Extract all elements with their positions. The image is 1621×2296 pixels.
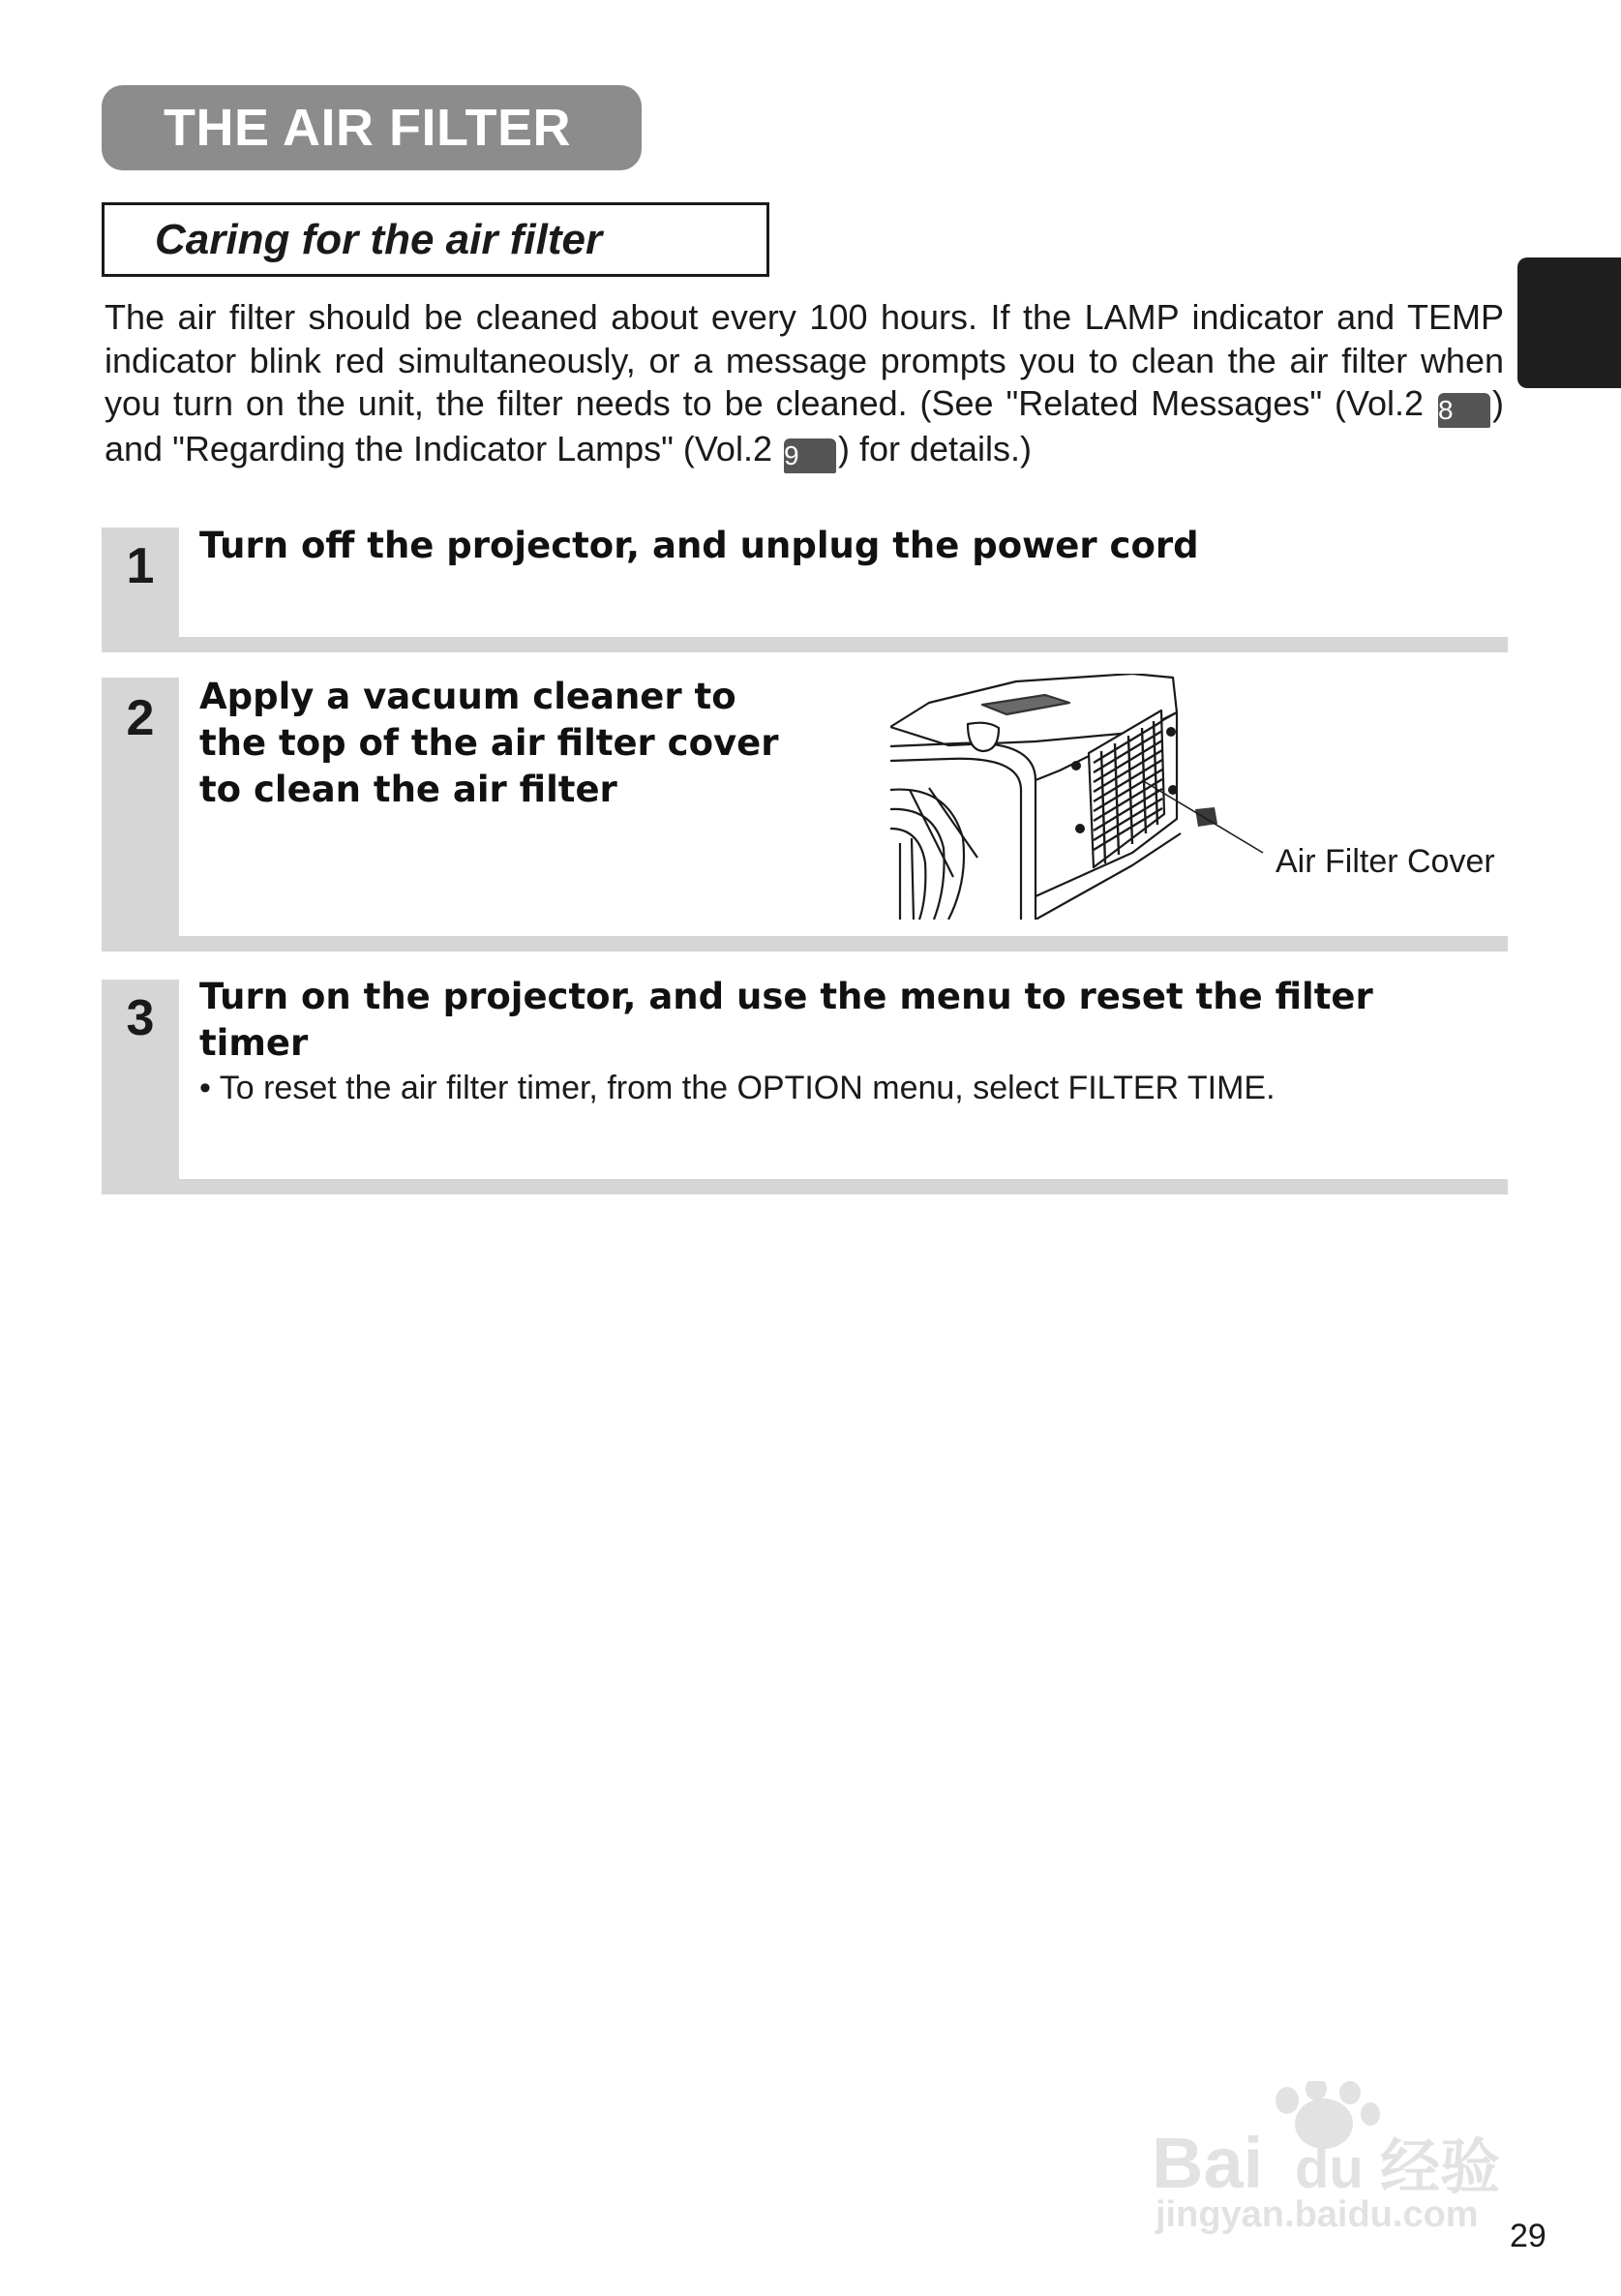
step-divider (102, 637, 1508, 652)
section-title: THE AIR FILTER (102, 85, 642, 170)
step-bullet: • To reset the air filter timer, from the OPTION menu, select FILTER TIME. (199, 1070, 1276, 1106)
projector-illustration (890, 674, 1270, 920)
watermark-cn: 经验 (1380, 2134, 1501, 2201)
intro-text-2: ) and "Regarding the Indicator Lamps" (Vol.2 (105, 383, 1504, 468)
step-number: 1 (126, 538, 155, 594)
book-ref-icon: 9 (784, 438, 836, 473)
intro-text-1: The air filter should be cleaned about every 100 hours. If the LAMP indicator and TEMP indicator blink red simultaneously, or a message prompts you to clean the air filter when you turn on the unit, the filter needs to be cleaned. (See "Related Messages" (Vol.2 (105, 297, 1504, 423)
page-number: 29 (1510, 2218, 1546, 2254)
step-heading: Turn off the projector, and unplug the power cord (199, 525, 1199, 566)
intro-text-3: ) for details.) (837, 429, 1033, 468)
intro-paragraph (105, 296, 1504, 473)
step-divider (102, 936, 1508, 952)
chapter-tab (1517, 257, 1621, 388)
step-divider (102, 1179, 1508, 1194)
heading-line: to clean the air filter (199, 769, 617, 810)
step-heading (199, 674, 779, 813)
step-heading (199, 974, 1373, 1067)
watermark-url: jingyan.baidu.com (1156, 2194, 1479, 2235)
watermark-brand-2: du (1295, 2137, 1364, 2200)
heading-line: timer (199, 1022, 309, 1064)
heading-line: the top of the air filter cover (199, 722, 779, 764)
subsection-title: Caring for the air filter (102, 202, 769, 277)
step-number: 3 (126, 990, 155, 1046)
step-number: 2 (126, 690, 155, 746)
heading-line: Turn on the projector, and use the menu to reset the filter (199, 976, 1373, 1017)
watermark-brand: Bai (1152, 2123, 1264, 2203)
figure-label: Air Filter Cover (1276, 843, 1495, 880)
baidu-watermark (1152, 2081, 1529, 2236)
heading-line: Apply a vacuum cleaner to (199, 676, 736, 717)
book-ref-icon: 8 (1438, 393, 1490, 428)
